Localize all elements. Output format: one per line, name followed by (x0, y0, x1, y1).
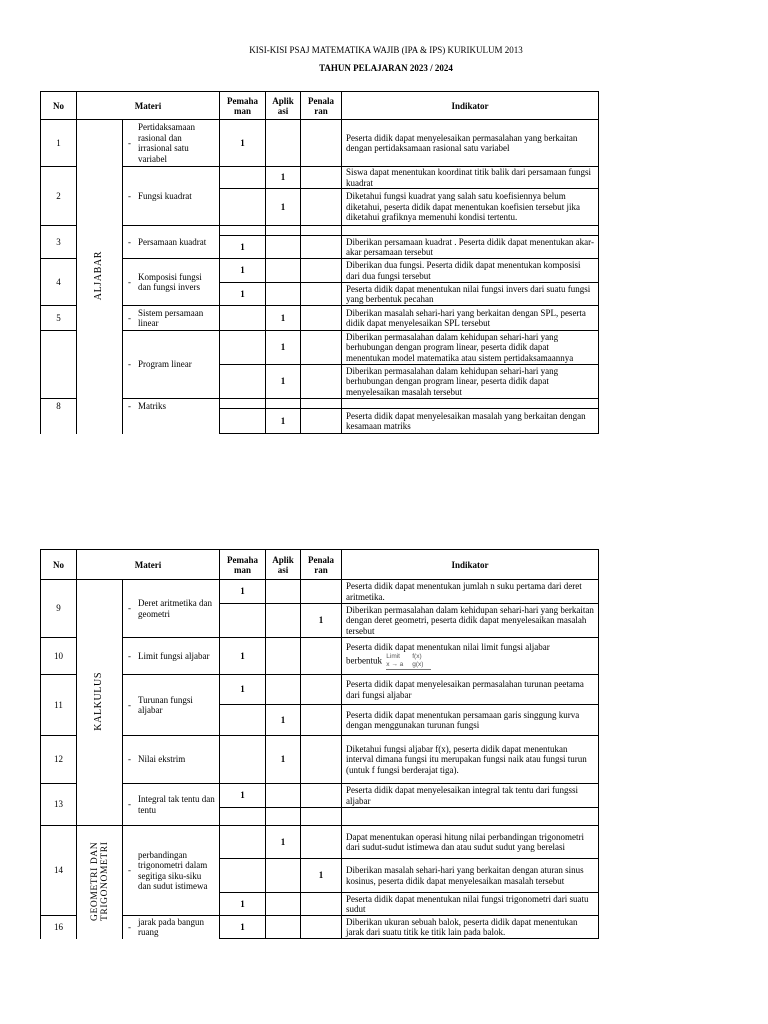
indikator-suffix: berbentuk (346, 655, 383, 666)
materi-cell (123, 331, 220, 399)
header-materi: Materi (77, 92, 220, 120)
dash-marker: - (128, 922, 131, 932)
penalaran-cell (301, 409, 342, 434)
penalaran-cell (301, 826, 342, 859)
aplikasi-cell (266, 259, 301, 283)
pemahaman-cell (220, 808, 266, 826)
pemahaman-cell (220, 331, 266, 365)
aplikasi-cell (266, 859, 301, 893)
penalaran-cell (301, 283, 342, 306)
kisi-kisi-table-kalkulus-geometri (40, 549, 599, 939)
dash-marker: - (128, 754, 131, 765)
aplikasi-cell (266, 893, 301, 916)
penalaran-cell (301, 306, 342, 331)
row-number: 4 (41, 259, 77, 306)
table-row (41, 826, 599, 859)
indikator-cell (342, 399, 599, 409)
penalaran-cell (301, 705, 342, 736)
pemahaman-cell: 1 (220, 259, 266, 283)
indikator-cell: Peserta didik dapat menyelesaikan integral tak tentu dari fungssi aljabar (342, 784, 599, 808)
table-row (41, 916, 599, 939)
materi-label: Nilai ekstrim (138, 754, 186, 765)
pemahaman-cell (220, 409, 266, 434)
aplikasi-cell (266, 580, 301, 604)
aplikasi-cell (266, 604, 301, 638)
pemahaman-cell (220, 705, 266, 736)
pemahaman-cell: 1 (220, 638, 266, 675)
penalaran-cell (301, 675, 342, 705)
aplikasi-cell: 1 (266, 736, 301, 784)
pemahaman-cell (220, 859, 266, 893)
materi-label: Limit fungsi aljabar (138, 650, 210, 661)
materi-label: Integral tak tentu dan tentu (138, 794, 215, 815)
pemahaman-cell (220, 604, 266, 638)
pemahaman-cell: 1 (220, 120, 266, 167)
indikator-cell: Diberikan ukuran sebuah balok, peserta didik dapat menentukan jarak dari suatu titik ke titik lain pada balok. (342, 916, 599, 939)
aplikasi-cell: 1 (266, 705, 301, 736)
aplikasi-cell (266, 283, 301, 306)
materi-label: Fungsi kuadrat (138, 190, 192, 201)
indikator-cell: Diberikan masalah sehari-hari yang berkaitan dengan aturan sinus kosinus, peserta didik dapat menyelesaikan masalah tersebut (342, 859, 599, 893)
penalaran-cell (301, 916, 342, 939)
indikator-cell: Diberikan permasalahan dalam kehidupan sehari-hari yang berhubungan dengan program linear, peserta didik dapat menentukan model matematika atau sistem pertidaksamaannya (342, 331, 599, 365)
row-number (41, 331, 77, 399)
penalaran-cell: 1 (301, 604, 342, 638)
pemahaman-cell: 1 (220, 236, 266, 259)
category-cell (77, 826, 123, 939)
limit-numerator: f(x) (412, 652, 422, 660)
indikator-cell (342, 808, 599, 826)
table-row (41, 736, 599, 784)
row-number: 2 (41, 167, 77, 226)
aplikasi-cell (266, 916, 301, 939)
materi-cell (123, 259, 220, 306)
table-row (41, 167, 599, 189)
category-label: GEOMETRI DAN TRIGONOMETRI (89, 841, 110, 921)
aplikasi-cell (266, 226, 301, 236)
materi-cell (123, 306, 220, 331)
materi-label: Persamaan kuadrat (138, 236, 207, 247)
materi-cell (123, 826, 220, 916)
aplikasi-cell (266, 675, 301, 705)
row-number: 14 (41, 826, 77, 916)
penalaran-cell (301, 893, 342, 916)
penalaran-cell (301, 259, 342, 283)
indikator-cell: Peserta didik dapat menentukan nilai fungsi trigonometri dari suatu sudut (342, 893, 599, 916)
indikator-cell: Diberikan dua fungsi. Peserta didik dapat menentukan komposisi dari dua fungsi tersebut (342, 259, 599, 283)
pemahaman-cell (220, 226, 266, 236)
pemahaman-cell (220, 736, 266, 784)
indikator-cell (342, 638, 599, 675)
document-subtitle: TAHUN PELAJARAN 2023 / 2024 (319, 63, 453, 73)
kisi-kisi-table-aljabar (40, 91, 599, 434)
materi-cell (123, 226, 220, 259)
dash-marker: - (128, 137, 131, 148)
dash-marker: - (128, 865, 131, 876)
header-aplikasi: Aplik asi (266, 550, 301, 580)
indikator-cell: Dapat menentukan operasi hitung nilai perbandingan trigonometri dari sudut-sudut istimewa dan atau sudut sudut yang berelasi (342, 826, 599, 859)
row-number: 13 (41, 784, 77, 826)
table-row (41, 259, 599, 283)
table-row (41, 580, 599, 604)
materi-label: jarak pada bangun ruang (138, 916, 204, 938)
row-number: 8 (41, 399, 77, 434)
dash-marker: - (128, 236, 131, 247)
materi-cell (123, 638, 220, 675)
dash-marker: - (128, 401, 131, 411)
header-penalaran: Penala ran (301, 550, 342, 580)
pemahaman-cell (220, 167, 266, 189)
row-number: 11 (41, 675, 77, 736)
materi-cell (123, 675, 220, 736)
aplikasi-cell (266, 808, 301, 826)
dash-marker: - (128, 190, 131, 201)
table-row (41, 675, 599, 705)
row-number: 12 (41, 736, 77, 784)
dash-marker: - (128, 312, 131, 323)
materi-label: Pertidaksamaan rasional dan irrasional satu variabel (138, 122, 195, 164)
row-number: 1 (41, 120, 77, 167)
pemahaman-cell: 1 (220, 675, 266, 705)
category-cell (77, 580, 123, 826)
materi-label: perbandingan trigonometri dalam segitiga siku-siku dan sudut istimewa (138, 849, 208, 891)
materi-label: Komposisi fungsi dan fungsi invers (138, 271, 202, 292)
table-header-row (41, 550, 599, 580)
header-indikator: Indikator (342, 550, 599, 580)
dash-marker: - (128, 799, 131, 810)
table-row (41, 784, 599, 808)
aplikasi-cell: 1 (266, 365, 301, 399)
header-materi: Materi (77, 550, 220, 580)
indikator-cell: Diberikan masalah sehari-hari yang berkaitan dengan SPL, peserta didik dapat menyelesaikan SPL tersebut (342, 306, 599, 331)
pemahaman-cell (220, 826, 266, 859)
dash-marker: - (128, 359, 131, 370)
pemahaman-cell: 1 (220, 916, 266, 939)
aplikasi-cell: 1 (266, 167, 301, 189)
materi-cell (123, 399, 220, 434)
penalaran-cell (301, 331, 342, 365)
indikator-cell: Diberikan permasalahan dalam kehidupan sehari-hari yang berkaitan dengan deret geometri, peserta didik dapat menyelesaikan masalah tersebut (342, 604, 599, 638)
table-row (41, 331, 599, 365)
penalaran-cell (301, 365, 342, 399)
row-number: 10 (41, 638, 77, 675)
penalaran-cell (301, 226, 342, 236)
indikator-cell: Diketahui fungsi aljabar f(x), peserta didik dapat menentukan interval dimana fungsi itu merupakan fungsi naik atau fungsi turun (untuk f fungsi berderajat tiga). (342, 736, 599, 784)
dash-marker: - (128, 650, 131, 661)
penalaran-cell (301, 399, 342, 409)
pemahaman-cell: 1 (220, 580, 266, 604)
materi-label: Program linear (138, 359, 192, 370)
penalaran-cell (301, 167, 342, 189)
pemahaman-cell: 1 (220, 893, 266, 916)
indikator-cell: Peserta didik dapat menentukan persamaan garis singgung kurva dengan menggunakan turunan fungsi (342, 705, 599, 736)
penalaran-cell: 1 (301, 859, 342, 893)
limit-expression (386, 653, 431, 670)
pemahaman-cell (220, 306, 266, 331)
table-header-row (41, 92, 599, 120)
table-row (41, 638, 599, 675)
header-indikator: Indikator (342, 92, 599, 120)
table-row (41, 120, 599, 167)
header-penalaran: Penala ran (301, 92, 342, 120)
penalaran-cell (301, 580, 342, 604)
aplikasi-cell (266, 236, 301, 259)
category-label: KALKULUS (93, 671, 105, 731)
penalaran-cell (301, 736, 342, 784)
header-pemahaman: Pemaha man (220, 92, 266, 120)
row-number: 9 (41, 580, 77, 638)
materi-cell (123, 580, 220, 638)
aplikasi-cell (266, 784, 301, 808)
dash-marker: - (128, 603, 131, 614)
aplikasi-cell (266, 638, 301, 675)
aplikasi-cell (266, 399, 301, 409)
indikator-cell: Siswa dapat menentukan koordinat titik balik dari persamaan fungsi kuadrat (342, 167, 599, 189)
penalaran-cell (301, 120, 342, 167)
pemahaman-cell: 1 (220, 283, 266, 306)
indikator-cell: Peserta didik dapat menyelesaikan permasalahan yang berkaitan dengan pertidaksamaan rasional satu variabel (342, 120, 599, 167)
category-label: ALJABAR (93, 250, 105, 301)
header-aplikasi: Aplik asi (266, 92, 301, 120)
indikator-cell: Peserta didik dapat menyelesaikan permasalahan turunan peetama dari fungsi aljabar (342, 675, 599, 705)
aplikasi-cell: 1 (266, 331, 301, 365)
limit-label: Limit (386, 652, 400, 660)
category-cell (77, 120, 123, 434)
pemahaman-cell (220, 189, 266, 226)
penalaran-cell (301, 784, 342, 808)
aplikasi-cell: 1 (266, 189, 301, 226)
indikator-cell (342, 226, 599, 236)
pemahaman-cell (220, 365, 266, 399)
limit-subscript: x → a (386, 660, 404, 668)
penalaran-cell (301, 236, 342, 259)
penalaran-cell (301, 638, 342, 675)
header-no: No (41, 550, 77, 580)
table-row (41, 226, 599, 236)
indikator-cell: Diberikan persamaan kuadrat . Peserta didik dapat menentukan akar-akar persamaan tersebut (342, 236, 599, 259)
row-number: 5 (41, 306, 77, 331)
table-row (41, 306, 599, 331)
materi-label: Deret aritmetika dan geometri (138, 598, 212, 619)
row-number: 16 (41, 916, 77, 939)
dash-marker: - (128, 276, 131, 287)
limit-denominator: g(x) (412, 660, 424, 668)
materi-cell (123, 784, 220, 826)
indikator-cell: Diberikan permasalahan dalam kehidupan sehari-hari yang berhubungan dengan program linear, peserta didik dapat menyelesaikan masalah tersebut (342, 365, 599, 399)
indikator-cell: Peserta didik dapat menentukan jumlah n suku pertama dari deret aritmetika. (342, 580, 599, 604)
indikator-text: Peserta didik dapat menentukan nilai limit fungsi aljabar (346, 642, 550, 653)
aplikasi-cell: 1 (266, 409, 301, 434)
row-number: 3 (41, 226, 77, 259)
materi-cell (123, 736, 220, 784)
penalaran-cell (301, 189, 342, 226)
document-title: KISI-KISI PSAJ MATEMATIKA WAJIB (IPA & IPS) KURIKULUM 2013 (249, 45, 523, 55)
penalaran-cell (301, 808, 342, 826)
pemahaman-cell (220, 399, 266, 409)
header-no: No (41, 92, 77, 120)
aplikasi-cell: 1 (266, 306, 301, 331)
indikator-cell: Peserta didik dapat menentukan nilai fungsi invers dari suatu fungsi yang berbentuk pecahan (342, 283, 599, 306)
indikator-cell: Diketahui fungsi kuadrat yang salah satu koefisiennya belum diketahui, peserta didik dapat menentukan koefisien tersebut jika diketahui grafiknya memenuhi kondisi tertentu. (342, 189, 599, 226)
materi-label: Matriks (138, 401, 166, 411)
materi-label: Turunan fungsi aljabar (138, 694, 193, 715)
materi-cell (123, 916, 220, 939)
indikator-cell: Peserta didik dapat menyelesaikan masalah yang berkaitan dengan kesamaan matriks (342, 409, 599, 434)
table-row (41, 399, 599, 409)
aplikasi-cell (266, 120, 301, 167)
aplikasi-cell: 1 (266, 826, 301, 859)
dash-marker: - (128, 699, 131, 710)
materi-cell (123, 167, 220, 226)
header-pemahaman: Pemaha man (220, 550, 266, 580)
materi-cell (123, 120, 220, 167)
pemahaman-cell: 1 (220, 784, 266, 808)
materi-label: Sistem persamaan linear (138, 307, 204, 328)
